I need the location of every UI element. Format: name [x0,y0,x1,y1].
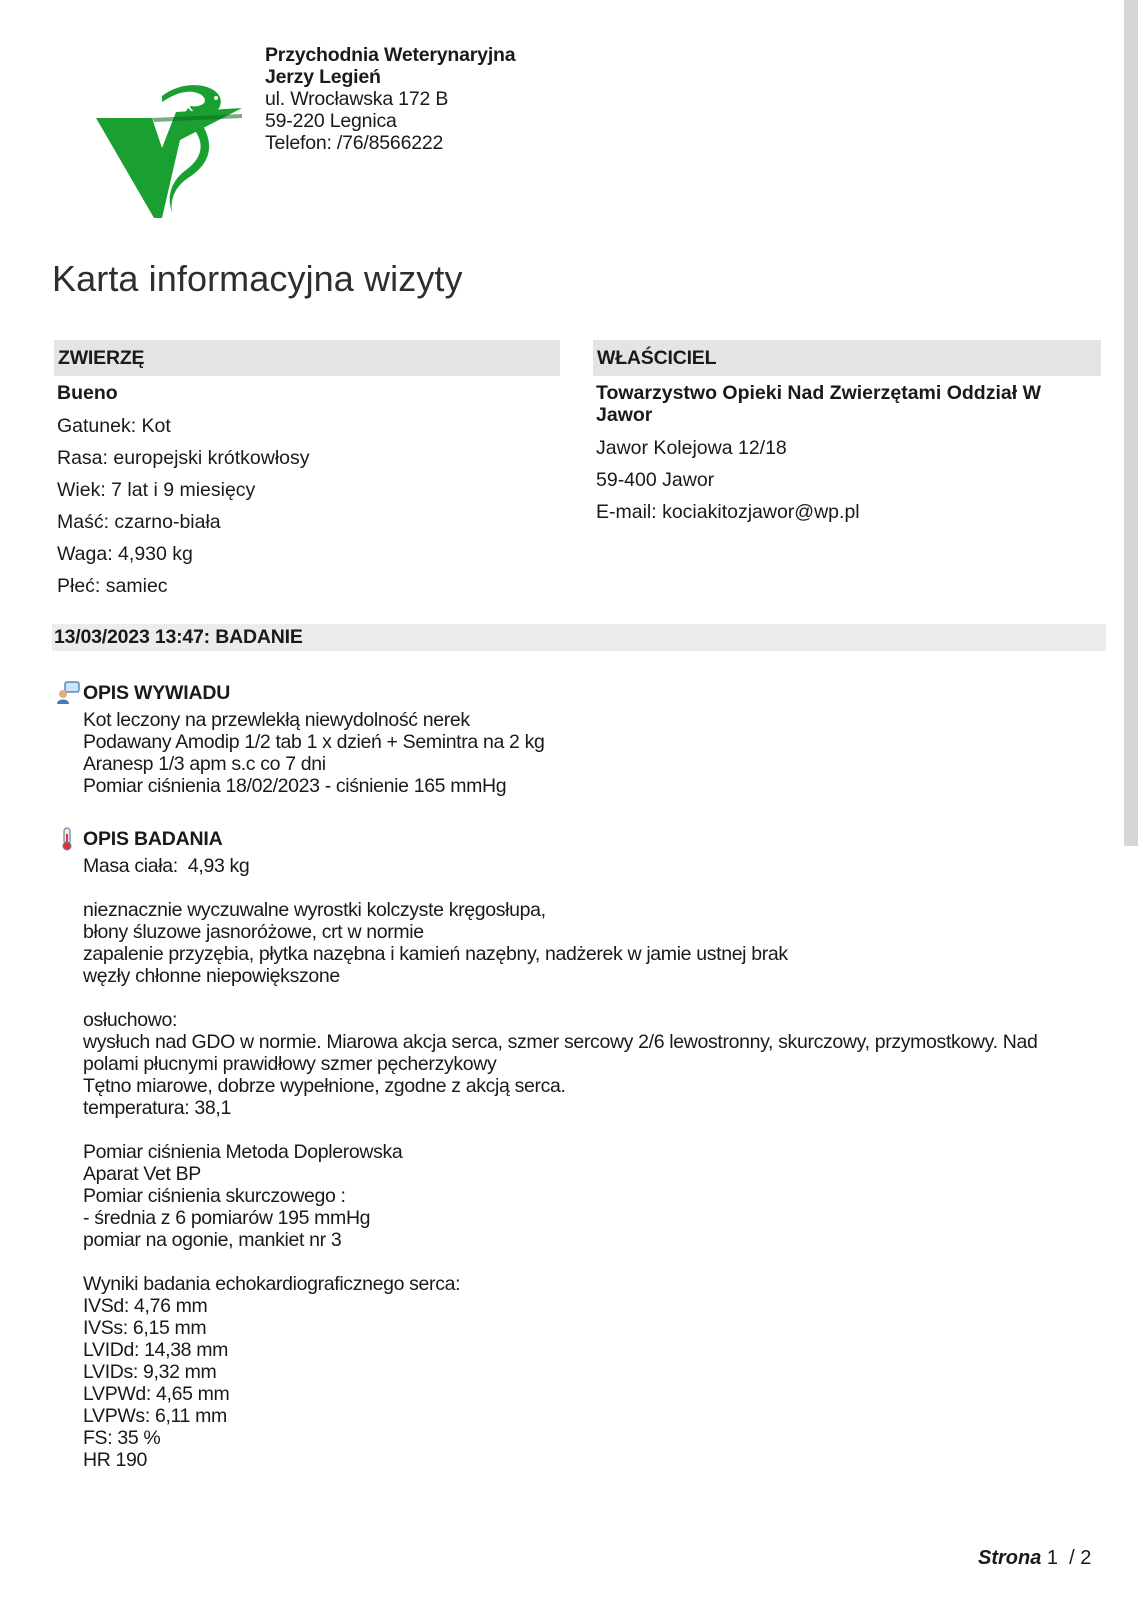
page-label: Strona [978,1547,1042,1569]
clinic-city: 59-220 Legnica [265,110,397,132]
visit-header: 13/03/2023 13:47: BADANIE [52,624,1106,651]
page-total: 2 [1080,1547,1092,1569]
owner-address: Jawor Kolejowa 12/18 [596,437,787,459]
clinic-phone: Telefon: /76/8566222 [265,132,444,154]
exam-section [55,826,1037,1471]
animal-species: Gatunek: Kot [57,415,171,437]
animal-age: Wiek: 7 lat i 9 miesięcy [57,479,256,501]
clinic-street: ul. Wrocławska 172 B [265,88,449,110]
interview-icon [55,680,81,706]
thermometer-icon [55,826,81,852]
scrollbar[interactable] [1124,0,1138,846]
interview-text: Kot leczony na przewlekłą niewydolność nerek Podawany Amodip 1/2 tab 1 x dzień + Semintra na 2 kg Aranesp 1/3 apm s.c co 7 dni Pomiar ciśnienia 18/02/2023 - ciśnienie 165 mmHg [83,709,545,797]
animal-breed: Rasa: europejski krótkowłosy [57,447,310,469]
animal-header: ZWIERZĘ [54,340,560,376]
owner-name: Towarzystwo Opieki Nad Zwierzętami Oddział W Jawor [596,382,1041,426]
clinic-vet: Jerzy Legień [265,66,381,88]
page-current: 1 [1046,1547,1059,1569]
clinic-info [265,44,515,154]
page-sep: / [1069,1547,1075,1569]
page-indicator [978,1547,1091,1570]
document-title: Karta informacyjna wizyty [52,258,463,299]
owner-email: E-mail: kociakitozjawor@wp.pl [596,501,860,523]
owner-city: 59-400 Jawor [596,469,715,491]
interview-section [55,680,544,797]
animal-color: Maść: czarno-biała [57,511,221,533]
clinic-name: Przychodnia Weterynaryjna [265,44,516,66]
interview-title: OPIS WYWIADU [83,681,231,704]
exam-text: Masa ciała: 4,93 kg nieznacznie wyczuwalne wyrostki kolczyste kręgosłupa, błony śluzowe jasnoróżowe, crt w normie zapalenie przyzębia, płytka nazębna i kamień nazębny, nadżerek w jamie ustnej brak węzły chłonne niepowiększone osłuchowo: wysłuch nad GDO w normie. Miarowa akcja serca, szmer sercowy 2/6 lewostronny, skurczowy, przymostkowy. Nad polami płucnymi prawidłowy szmer pęcherzykowy Tętno miarowe, dobrze wypełnione, zgodne z akcją serca. temperatura: 38,1 Pomiar ciśnienia Metoda Doplerowska Aparat Vet BP Pomiar ciśnienia skurczowego : - średnia z 6 pomiarów 195 mmHg pomiar na ogonie, mankiet nr 3 Wyniki badania echokardiograficznego serca: IVSd: 4,76 mm IVSs: 6,15 mm LVIDd: 14,38 mm LVIDs: 9,32 mm LVPWd: 4,65 mm LVPWs: 6,11 mm FS: 35 % HR 190 [83,855,1038,1471]
owner-panel [593,340,1101,528]
animal-sex: Płeć: samiec [57,575,168,597]
animal-name: Bueno [57,382,118,404]
animal-panel [54,340,560,602]
clinic-logo [92,78,252,226]
animal-weight: Waga: 4,930 kg [57,543,193,565]
owner-header: WŁAŚCICIEL [593,340,1101,376]
exam-title: OPIS BADANIA [83,827,223,850]
